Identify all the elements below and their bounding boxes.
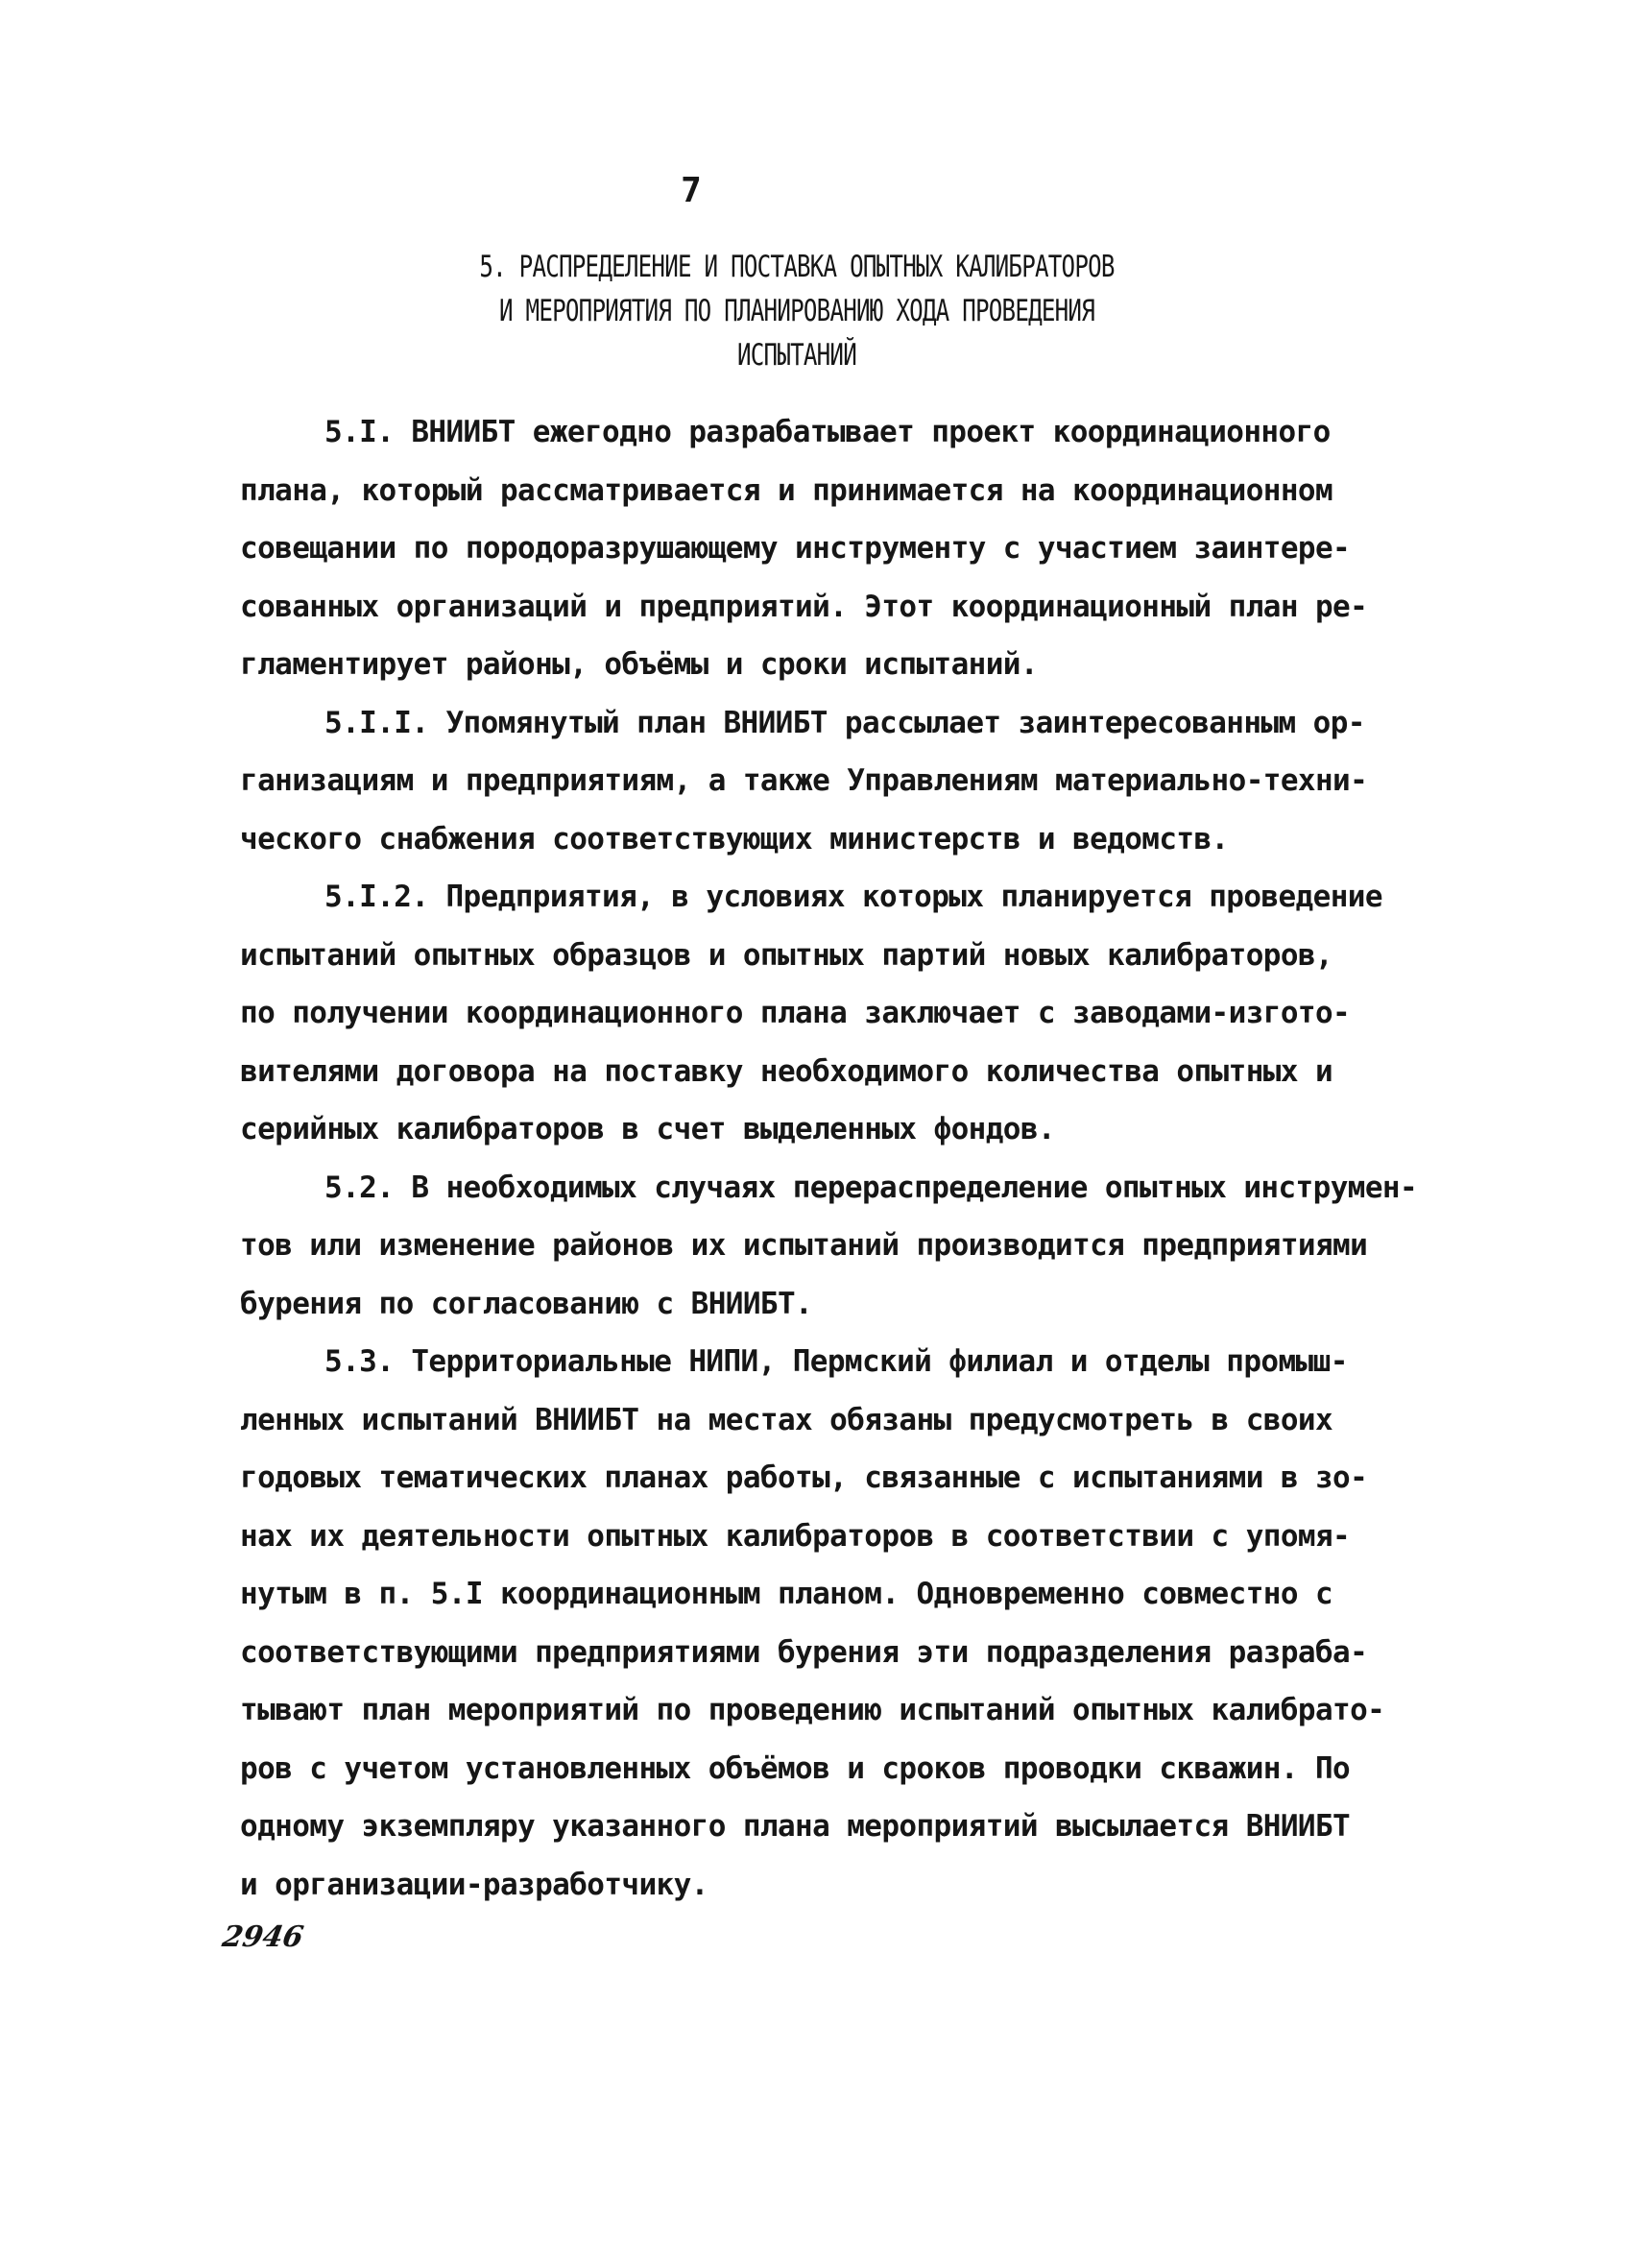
text-line: ческого снабжения соответствующих министерств и ведомств. [240,821,1229,857]
text-line: одному экземпляру указанного плана мероприятий высылается ВНИИБТ [240,1809,1351,1844]
text-line: вителями договора на поставку необходимого количества опытных и [240,1053,1333,1089]
body-text [240,403,1469,1914]
text-line: тывают план мероприятий по проведению испытаний опытных калибрато- [240,1693,1385,1727]
text-line: бурения по согласованию с ВНИИБТ. [240,1286,813,1321]
text-line: 5.2. В необходимых случаях перераспределение опытных инструмен- [324,1170,1418,1205]
page-number: 7 [681,171,702,210]
text-line: гламентирует районы, объёмы и сроки испытаний. [240,647,1038,682]
text-line: по получении координационного плана заключает с заводами-изгото- [240,996,1351,1030]
text-line: тов или изменение районов их испытаний производится предприятиями [240,1228,1368,1263]
text-line: сованных организаций и предприятий. Этот координационный план ре- [240,589,1368,624]
handwritten-note: 2946 [219,1920,306,1954]
text-line: серийных калибраторов в счет выделенных фондов. [240,1112,1055,1146]
text-line: испытаний опытных образцов и опытных партий новых калибраторов, [240,937,1333,973]
paragraph-5-1-2 [240,868,1469,1159]
heading-line-2: И МЕРОПРИЯТИЯ ПО ПЛАНИРОВАНИЮ ХОДА ПРОВЕДЕНИЯ [498,294,1095,328]
text-line: годовых тематических планах работы, связанные с испытаниями в зо- [240,1460,1368,1495]
text-line: и организации-разработчику. [240,1867,708,1902]
paragraph-5-1-1 [240,694,1469,869]
text-line: 5.I. ВНИИБТ ежегодно разрабатывает проект координационного [324,415,1331,449]
paragraph-5-2 [240,1159,1469,1334]
text-line: ганизациям и предприятиям, а также Управлениям материально-техни- [240,763,1368,798]
paragraph-5-1 [240,403,1469,694]
text-line: соответствующими предприятиями бурения эти подразделения разраба- [240,1634,1368,1670]
text-line: нах их деятельности опытных калибраторов в соответствии с упомя- [240,1518,1351,1554]
text-line: 5.3. Территориальные НИПИ, Пермский филиал и отделы промыш- [324,1344,1348,1379]
text-line: совещании по породоразрушающему инструменту с участием заинтере- [240,531,1351,566]
text-line: 5.I.I. Упомянутый план ВНИИБТ рассылает заинтересованным ор- [324,705,1365,740]
text-line: 5.I.2. Предприятия, в условиях которых планируется проведение [324,880,1382,914]
paragraph-5-3 [240,1333,1469,1914]
text-line: нутым в п. 5.I координационным планом. Одновременно совместно с [240,1577,1333,1611]
heading-line-3: ИСПЫТАНИЙ [736,338,856,373]
heading-line-1: 5. РАСПРЕДЕЛЕНИЕ И ПОСТАВКА ОПЫТНЫХ КАЛИБРАТОРОВ [479,250,1115,284]
text-line: ров с учетом установленных объёмов и сроков проводки скважин. По [240,1750,1351,1786]
text-line: плана, который рассматривается и принимается на координационном [240,472,1333,508]
section-heading [422,245,1171,377]
text-line: ленных испытаний ВНИИБТ на местах обязаны предусмотреть в своих [240,1402,1333,1437]
